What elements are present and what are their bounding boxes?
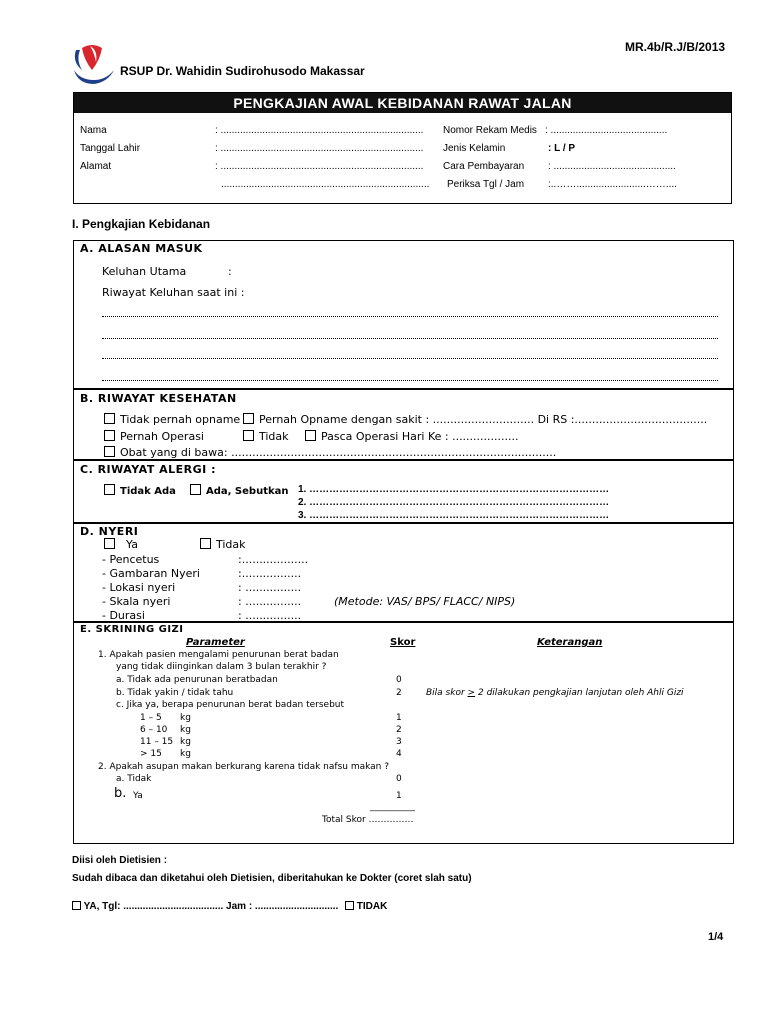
keterangan-rest: dilakukan pengkajian lanjutan oleh Ahli Gizi bbox=[486, 688, 684, 698]
section-e-heading: E. SKRINING GIZI bbox=[80, 624, 184, 635]
checkbox-obat[interactable] bbox=[104, 446, 115, 457]
section-a-box bbox=[73, 240, 734, 389]
q1-skor-b: 2 bbox=[396, 688, 402, 698]
checkbox-pernah-operasi[interactable] bbox=[104, 430, 115, 441]
q2-text: 2. Apakah asupan makan berkurang karena tidak nafsu makan ? bbox=[98, 762, 390, 772]
checkbox-tidak[interactable] bbox=[345, 901, 354, 910]
label-pasca-operasi: Pasca Operasi Hari Ke : ................... bbox=[321, 430, 519, 443]
checkbox-ya[interactable] bbox=[72, 901, 81, 910]
field-cara-pembayaran[interactable]: : ............................................ bbox=[548, 161, 676, 172]
label-nama: Nama bbox=[80, 125, 107, 136]
nyeri-value-0[interactable]: :................... bbox=[238, 553, 309, 566]
range-unit-2: kg bbox=[180, 737, 191, 747]
nyeri-value-2[interactable]: : ................ bbox=[238, 581, 302, 594]
checkbox-pernah-opname[interactable] bbox=[243, 413, 254, 424]
q1-option-b: b. Tidak yakin / tidak tahu bbox=[116, 688, 234, 698]
label-obat: Obat yang di bawa: ............................................................................................. bbox=[120, 446, 557, 459]
range-skor-2: 3 bbox=[396, 737, 402, 747]
range-3: > 15 bbox=[140, 749, 162, 759]
field-alamat-cont[interactable]: ........................................................................... bbox=[221, 179, 430, 190]
riwayat-line-3[interactable] bbox=[102, 358, 718, 359]
checkbox-tidak-operasi[interactable] bbox=[243, 430, 254, 441]
nyeri-label-4: - Durasi bbox=[102, 609, 145, 622]
field-alamat[interactable]: : ......................................................................... bbox=[215, 161, 424, 172]
alergi-item-2[interactable]: 2. ……………………………………………………………………………… bbox=[298, 497, 610, 508]
riwayat-line-4[interactable] bbox=[102, 380, 718, 381]
label-cara-pembayaran: Cara Pembayaran bbox=[443, 161, 525, 172]
keterangan-2: 2 bbox=[477, 688, 484, 698]
document-code: MR.4b/R.J/B/2013 bbox=[625, 40, 726, 54]
range-unit-3: kg bbox=[180, 749, 191, 759]
range-1: 6 – 10 bbox=[140, 725, 168, 735]
total-skor[interactable]: Total Skor …………… bbox=[322, 815, 414, 825]
label-keluhan-utama: Keluhan Utama bbox=[102, 265, 187, 278]
range-2: 11 – 15 bbox=[140, 737, 174, 747]
nyeri-metode: (Metode: VAS/ BPS/ FLACC/ NIPS) bbox=[334, 595, 516, 608]
checkbox-pasca-operasi[interactable] bbox=[305, 430, 316, 441]
section-d-heading: D. NYERI bbox=[80, 525, 139, 538]
label-riwayat-keluhan: Riwayat Keluhan saat ini : bbox=[102, 286, 245, 299]
label-alamat: Alamat bbox=[80, 161, 112, 172]
checkbox-tidak-pernah-opname[interactable] bbox=[104, 413, 115, 424]
form-title: PENGKAJIAN AWAL KEBIDANAN RAWAT JALAN bbox=[74, 93, 731, 113]
field-jenis-kelamin[interactable]: : L / P bbox=[548, 143, 576, 154]
diisi-oleh: Diisi oleh Dietisien : bbox=[72, 855, 168, 866]
range-skor-0: 1 bbox=[396, 713, 402, 723]
riwayat-line-2[interactable] bbox=[102, 338, 718, 339]
keterangan-ge: > bbox=[467, 688, 476, 698]
label-jenis-kelamin: Jenis Kelamin bbox=[443, 143, 506, 154]
label-alergi-ada: Ada, Sebutkan bbox=[206, 486, 289, 497]
label-pernah-operasi: Pernah Operasi bbox=[120, 430, 204, 443]
nyeri-label-1: - Gambaran Nyeri bbox=[102, 567, 200, 580]
field-periksa[interactable]: :..…….........................…….... bbox=[548, 179, 677, 190]
col-keterangan: Keterangan bbox=[537, 637, 603, 648]
checkbox-nyeri-ya[interactable] bbox=[104, 538, 115, 549]
col-parameter: Parameter bbox=[186, 637, 245, 648]
range-skor-3: 4 bbox=[396, 749, 402, 759]
label-tanggal-lahir: Tanggal Lahir bbox=[80, 143, 141, 154]
q1-text: 1. Apakah pasien mengalami penurunan berat badan bbox=[98, 650, 339, 660]
section-title: I. Pengkajian Kebidanan bbox=[72, 217, 211, 231]
page-number: 1/4 bbox=[708, 931, 724, 943]
field-nama[interactable]: : ......................................................................... bbox=[215, 125, 424, 136]
alergi-item-1[interactable]: 1. ……………………………………………………………………………… bbox=[298, 484, 610, 495]
q2-option-b: Ya bbox=[133, 791, 143, 801]
q2-skor-b: 1 bbox=[396, 791, 402, 801]
range-unit-1: kg bbox=[180, 725, 191, 735]
sudah-dibaca: Sudah dibaca dan diketahui oleh Dietisien, diberitahukan ke Dokter (coret slah satu) bbox=[72, 873, 472, 884]
q2-option-b-letter: b. bbox=[114, 786, 127, 801]
label-pernah-opname: Pernah Opname dengan sakit : ............................. Di RS :...................................... bbox=[259, 413, 708, 426]
col-skor: Skor bbox=[390, 637, 416, 648]
label-alergi-tidak-ada: Tidak Ada bbox=[120, 486, 176, 497]
q1-option-c: c. Jika ya, berapa penurunan berat badan tersebut bbox=[116, 700, 345, 710]
checkbox-alergi-tidak-ada[interactable] bbox=[104, 484, 115, 495]
label-nyeri-tidak: Tidak bbox=[216, 538, 246, 551]
q1-option-a: a. Tidak ada penurunan beratbadan bbox=[116, 675, 278, 685]
label-tidak-operasi: Tidak bbox=[259, 430, 289, 443]
label-tidak-pernah-opname: Tidak pernah opname bbox=[120, 413, 241, 426]
hospital-logo bbox=[68, 40, 118, 86]
nyeri-label-0: - Pencetus bbox=[102, 553, 160, 566]
alergi-item-3[interactable]: 3. ……………………………………………………………………………… bbox=[298, 510, 610, 521]
range-unit-0: kg bbox=[180, 713, 191, 723]
section-b-heading: B. RIWAYAT KESEHATAN bbox=[80, 392, 237, 405]
q1-skor-a: 0 bbox=[396, 675, 402, 685]
label-ya-tgl-jam: YA, Tgl: .................................... Jam : .............................. bbox=[81, 901, 339, 912]
label-no-rm: Nomor Rekam Medis bbox=[443, 125, 537, 136]
q2-skor-a: 0 bbox=[396, 774, 402, 784]
label-tidak: TIDAK bbox=[354, 901, 388, 912]
hospital-name: RSUP Dr. Wahidin Sudirohusodo Makassar bbox=[120, 64, 365, 78]
keterangan-text bbox=[426, 688, 684, 698]
q2-option-a: a. Tidak bbox=[116, 774, 152, 784]
label-periksa: Periksa Tgl / Jam bbox=[447, 179, 525, 190]
nyeri-label-3: - Skala nyeri bbox=[102, 595, 171, 608]
riwayat-line-1[interactable] bbox=[102, 316, 718, 317]
q1-text-cont: yang tidak diinginkan dalam 3 bulan terakhir ? bbox=[116, 662, 327, 672]
range-skor-1: 2 bbox=[396, 725, 402, 735]
nyeri-label-2: - Lokasi nyeri bbox=[102, 581, 176, 594]
section-a-heading: A. ALASAN MASUK bbox=[80, 242, 203, 255]
range-0: 1 – 5 bbox=[140, 713, 162, 723]
nyeri-value-3[interactable]: : ................ bbox=[238, 595, 302, 608]
nyeri-value-4[interactable]: : ................ bbox=[238, 609, 302, 622]
nyeri-value-1[interactable]: :................. bbox=[238, 567, 302, 580]
label-nyeri-ya: Ya bbox=[126, 538, 138, 551]
field-tanggal-lahir[interactable]: : ......................................................................... bbox=[215, 143, 424, 154]
keluhan-colon: : bbox=[228, 265, 232, 278]
field-no-rm[interactable]: : .......................................... bbox=[545, 125, 668, 136]
checkbox-alergi-ada[interactable] bbox=[190, 484, 201, 495]
keterangan-bila: Bila skor bbox=[426, 688, 465, 698]
total-rule: __________ bbox=[370, 802, 415, 812]
checkbox-nyeri-tidak[interactable] bbox=[200, 538, 211, 549]
section-c-heading: C. RIWAYAT ALERGI : bbox=[80, 463, 217, 476]
